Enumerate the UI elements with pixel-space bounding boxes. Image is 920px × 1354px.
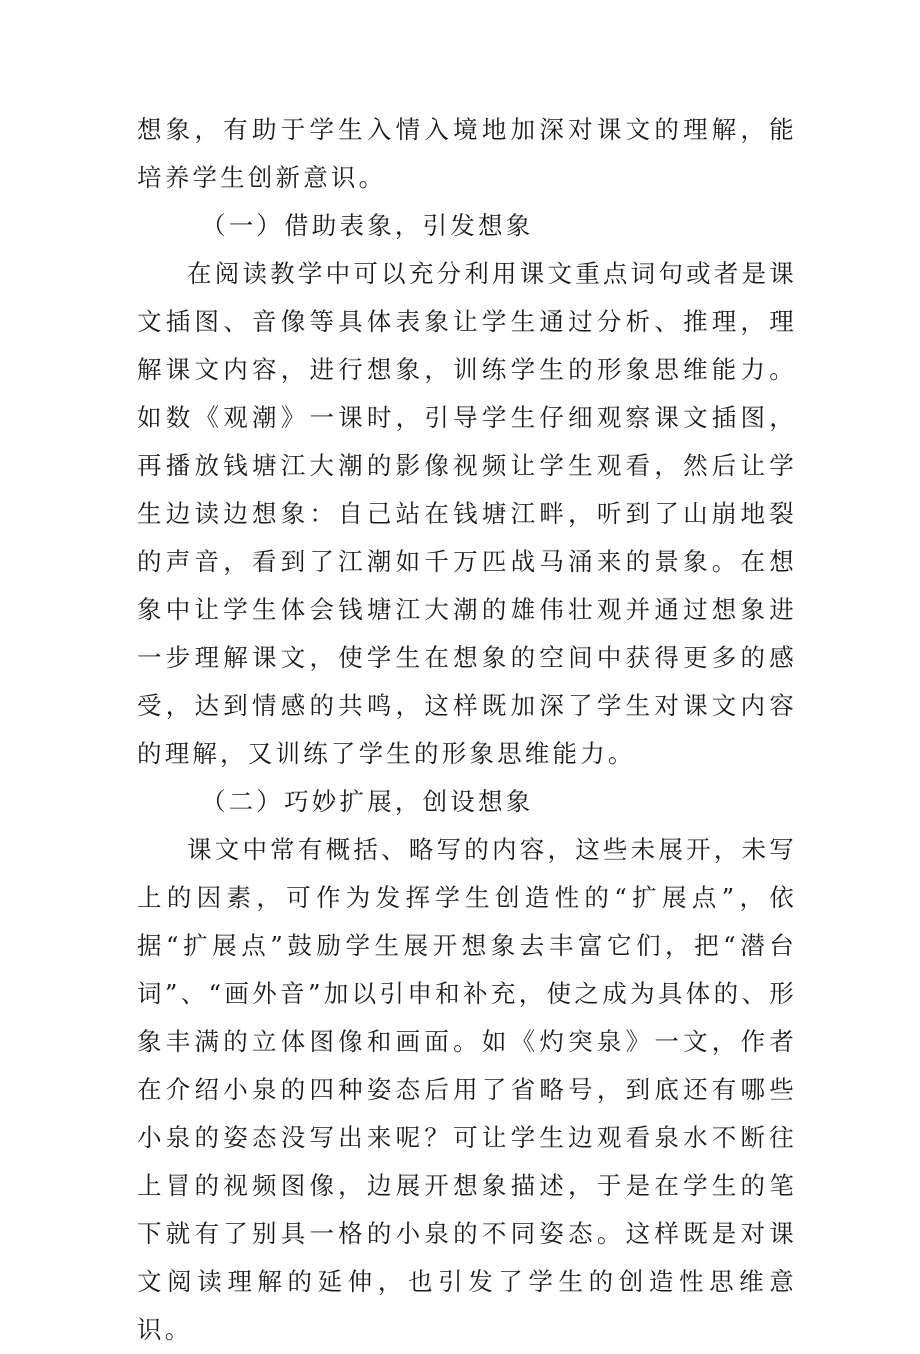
document-body (137, 106, 797, 1354)
paragraph-continuation: 想象，有助于学生入情入境地加深对课文的理解，能培养学生创新意识。 (137, 115, 797, 192)
section-heading-1: （一）借助表象，引发想象 (201, 211, 534, 240)
section-heading-2: （二）巧妙扩展，创设想象 (201, 787, 534, 816)
paragraph-section-2: 课文中常有概括、略写的内容，这些未展开，未写上的因素，可作为发挥学生创造性的“扩展点”，依据“扩展点”鼓励学生展开想象去丰富它们，把“潜台词”、“画外音”加以引申和补充，使之成为具体的、形象丰满的立体图像和画面。如《灼突泉》一文，作者在介绍小泉的四种姿态后用了省略号，到底还有哪些小泉的姿态没写出来呢？可让学生边观看泉水不断往上冒的视频图像，边展开想象描述，于是在学生的笔下就有了别具一格的小泉的不同姿态。这样既是对课文阅读理解的延伸，也引发了学生的创造性思维意识。 (137, 835, 797, 1344)
paragraph-section-1: 在阅读教学中可以充分利用课文重点词句或者是课文插图、音像等具体表象让学生通过分析、推理，理解课文内容，进行想象，训练学生的形象思维能力。如数《观潮》一课时，引导学生仔细观察课文插图，再播放钱塘江大潮的影像视频让学生观看，然后让学生边读边想象：自己站在钱塘江畔，听到了山崩地裂的声音，看到了江潮如千万匹战马涌来的景象。在想象中让学生体会钱塘江大潮的雄伟壮观并通过想象进一步理解课文，使学生在想象的空间中获得更多的感受，达到情感的共鸣，这样既加深了学生对课文内容的理解，又训练了学生的形象思维能力。 (137, 259, 797, 768)
